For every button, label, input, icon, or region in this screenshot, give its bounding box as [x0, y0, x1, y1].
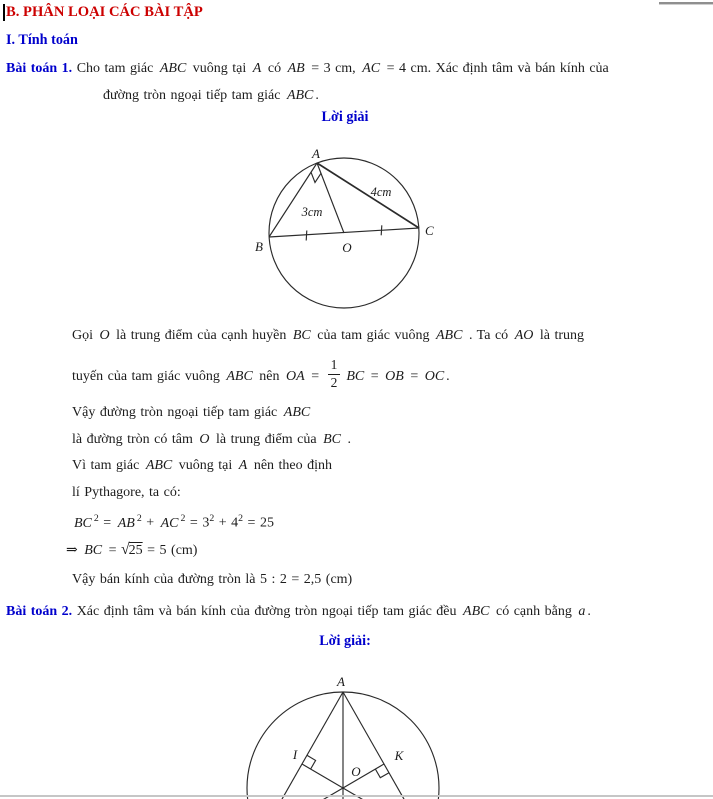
figure2-label-o: O: [351, 764, 361, 779]
text-segment: .: [342, 432, 351, 447]
solution1-line-4: [72, 431, 351, 448]
text-segment: 2: [209, 513, 215, 524]
figure2-median-bk: [261, 764, 384, 799]
text-segment: có cạnh bằng: [491, 604, 577, 619]
text-segment: + 4: [214, 515, 239, 531]
text-segment: ABC: [286, 88, 314, 103]
figure1-side-ac: [317, 163, 419, 228]
figure1-label-o: O: [342, 240, 352, 255]
solution1-line-5: [72, 457, 332, 474]
section-heading: B. PHÂN LOẠI CÁC BÀI TẬP: [6, 4, 203, 20]
text-segment: là trung điểm của cạnh huyền: [111, 328, 291, 343]
top-right-edge-artifact: [659, 2, 713, 5]
text-segment: OC: [424, 369, 445, 384]
figure2-label-k: K: [394, 748, 404, 763]
text-segment: =: [405, 369, 423, 384]
figure1-label-b: B: [255, 239, 263, 254]
text-segment: =: [366, 369, 384, 384]
text-segment: BC: [292, 328, 311, 343]
text-segment: +: [141, 515, 159, 531]
text-segment: BC: [346, 369, 365, 384]
text-segment: là đường tròn có tâm: [72, 432, 198, 447]
solution1-heading: Lời giải: [321, 109, 369, 125]
problem1-statement-line1: [6, 60, 609, 77]
text-segment: ⇒: [66, 543, 83, 558]
text-segment: O: [99, 328, 110, 343]
figure1-circumscribed-circle-right-triangle: [245, 140, 445, 315]
fraction-one-half: [328, 358, 341, 391]
text-segment: có: [263, 61, 286, 76]
text-segment: Bài toán 1.: [6, 61, 73, 76]
fraction-denominator: 2: [330, 375, 338, 391]
text-segment: tuyến của tam giác vuông: [72, 369, 225, 384]
text-segment: =: [98, 515, 116, 531]
text-segment: =: [104, 543, 122, 558]
text-segment: AO: [514, 328, 534, 343]
text-cursor: [3, 4, 5, 21]
bottom-edge-line: [0, 795, 713, 797]
text-segment: BC: [74, 515, 92, 531]
text-segment: là trung điểm của: [211, 432, 322, 447]
text-segment: OA: [286, 369, 305, 384]
text-segment: 2: [238, 513, 244, 524]
solution1-line-1: [72, 327, 584, 344]
text-segment: vuông tại: [174, 458, 237, 473]
text-segment: Vì tam giác: [72, 458, 144, 473]
text-segment: BC: [323, 432, 341, 447]
text-segment: ABC: [226, 369, 253, 384]
text-segment: lí Pythagore, ta có:: [72, 485, 181, 500]
text-segment: là trung: [535, 328, 585, 343]
text-segment: ABC: [145, 458, 173, 473]
solution1-line2-pre: [72, 369, 324, 384]
text-segment: AB: [117, 515, 135, 531]
text-segment: vuông tại: [188, 61, 251, 76]
text-segment: ABC: [463, 604, 490, 619]
text-segment: = 5 (cm): [142, 543, 198, 558]
text-segment: Bài toán 2.: [6, 604, 73, 619]
solution1-line2-post: [344, 369, 449, 384]
figure2-median-ci: [302, 764, 425, 799]
text-segment: ABC: [283, 405, 311, 420]
text-segment: ABC: [435, 328, 463, 343]
subsection-heading: I. Tính toán: [6, 32, 78, 48]
text-segment: nên: [254, 369, 285, 384]
figure2-right-angle-mark-k: [375, 769, 389, 778]
text-segment: ABC: [159, 61, 187, 76]
text-segment: Gọi: [72, 328, 98, 343]
text-segment: nên theo định: [249, 458, 333, 473]
text-segment: = 4 cm. Xác định tâm và bán kính của: [382, 61, 609, 76]
figure2-side-ac: [343, 692, 425, 799]
text-segment: Vậy đường tròn ngoại tiếp tam giác: [72, 405, 282, 420]
solution1-equation-bc: [66, 541, 197, 559]
solution2-heading: Lời giải:: [319, 633, 371, 649]
figure1-label-4cm: 4cm: [370, 185, 392, 199]
text-segment: a: [578, 604, 586, 619]
figure2-label-i: I: [292, 747, 298, 762]
figure1-label-a: A: [312, 146, 320, 161]
text-segment: =: [306, 369, 324, 384]
solution1-line-2: [72, 357, 450, 394]
text-segment: .: [446, 369, 450, 384]
text-segment: .: [315, 88, 319, 103]
figure2-label-a: A: [337, 674, 345, 689]
text-segment: 2: [180, 513, 186, 524]
text-segment: . Ta có: [464, 328, 513, 343]
text-segment: √: [121, 541, 130, 558]
text-segment: A: [238, 458, 248, 473]
figure2-circumscribed-circle-equilateral-triangle: [230, 665, 460, 799]
figure1-tick-bo: [306, 231, 307, 241]
problem1-statement-line2: [103, 87, 319, 104]
text-segment: Cho tam giác: [72, 61, 158, 76]
text-segment: .: [587, 604, 591, 619]
text-segment: AB: [287, 61, 305, 76]
figure1-tick-oc: [381, 225, 382, 235]
text-segment: A: [252, 61, 262, 76]
text-segment: đường tròn ngoại tiếp tam giác: [103, 88, 285, 103]
figure1-label-c: C: [425, 223, 434, 238]
problem2-statement-line1: [6, 603, 591, 620]
figure2-side-ab: [261, 692, 343, 799]
text-segment: Vậy bán kính của đường tròn là 5 : 2 = 2,5 (cm): [72, 572, 353, 587]
text-segment: OB: [385, 369, 404, 384]
text-segment: O: [199, 432, 210, 447]
text-segment: = 3: [185, 515, 210, 531]
figure1-right-angle-mark-a: [311, 172, 321, 182]
solution1-conclusion: [72, 571, 352, 588]
text-segment: = 3 cm,: [306, 61, 361, 76]
figure1-label-3cm: 3cm: [301, 205, 323, 219]
text-segment: 2: [93, 513, 99, 524]
text-segment: BC: [84, 543, 103, 558]
solution1-line-6: [72, 484, 181, 501]
text-segment: của tam giác vuông: [312, 328, 434, 343]
solution1-line-3: [72, 404, 312, 421]
text-segment: AC: [362, 61, 381, 76]
solution1-equation-pythagoras: [72, 510, 274, 532]
text-segment: Xác định tâm và bán kính của đường tròn ngoại tiếp tam giác đều: [72, 604, 462, 619]
text-segment: 2: [136, 513, 142, 524]
fraction-numerator: 1: [328, 358, 341, 375]
text-segment: AC: [160, 515, 179, 531]
text-segment: = 25: [243, 515, 274, 531]
text-segment: 25: [128, 543, 143, 558]
